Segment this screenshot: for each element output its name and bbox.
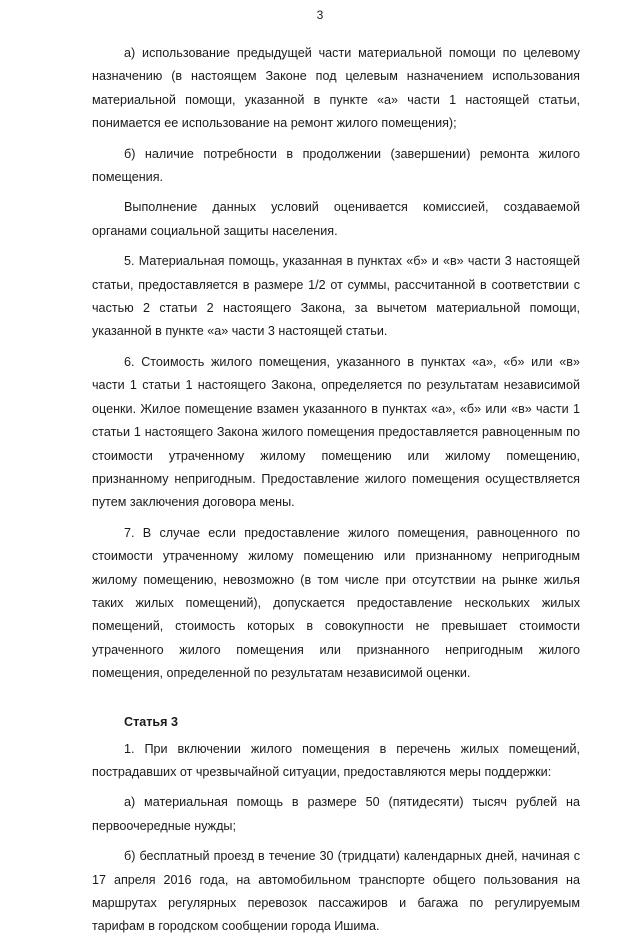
paragraph-article3-item-b: б) бесплатный проезд в течение 30 (тридцати) календарных дней, начиная с 17 апреля 2016 года, на автомобильном транспорте общего пользования на маршрутах регулярных перевозок пассажиров и багажа по регулируемым тарифам в городском сообщении города Ишима. bbox=[92, 849, 580, 934]
page-number: 3 bbox=[316, 8, 324, 22]
paragraph-article3-item-a: а) материальная помощь в размере 50 (пятидесяти) тысяч рублей на первоочередные нужды; bbox=[92, 795, 580, 833]
paragraph-article3-point-1: 1. При включении жилого помещения в перечень жилых помещений, пострадавших от чрезвычайной ситуации, предоставляются меры поддержки: bbox=[92, 741, 580, 779]
paragraph-item-b: б) наличие потребности в продолжении (завершении) ремонта жилого помещения. bbox=[92, 146, 580, 185]
article-heading: Статья 3 bbox=[124, 714, 179, 729]
document-body bbox=[92, 42, 580, 946]
paragraph-point-6: 6. Стоимость жилого помещения, указанного в пунктах «а», «б» или «в» части 1 статьи 1 настоящего Закона, определяется по результатам независимой оценки. Жилое помещение взамен указанного в пунктах «а», «б» или «в» части 1 статьи 1 настоящего Закона жилого помещения предоставляется равноценным по стоимости утраченному жилому помещению или жилому помещению, признанному непригодным. Предоставление жилого помещения осуществляется путем заключения договора мены. bbox=[92, 354, 580, 510]
paragraph-item-a: а) использование предыдущей части материальной помощи по целевому назначению (в настоящем Законе под целевым назначением использования материальной помощи, указанной в пункте «а» части 1 настоящей статьи, понимается ее использование на ремонт жилого помещения); bbox=[92, 46, 580, 131]
paragraph-point-5: 5. Материальная помощь, указанная в пунктах «б» и «в» части 3 настоящей статьи, предоставляется в размере 1/2 от суммы, рассчитанной в соответствии с частью 2 статьи 2 настоящего Закона, за вычетом материальной помощи, указанной в пункте «а» части 3 настоящей статьи. bbox=[92, 254, 580, 339]
paragraph-conditions-assessment: Выполнение данных условий оценивается комиссией, создаваемой органами социальной защиты населения. bbox=[92, 200, 580, 238]
paragraph-point-7: 7. В случае если предоставление жилого помещения, равноценного по стоимости утраченному жилому помещению или признанному непригодным жилому помещению, невозможно (в том числе при отсутствии на рынке жилья таких жилых помещений), допускается предоставление нескольких жилых помещений, стоимость которых в совокупности не превышает стоимости утраченного жилого помещения или признанного непригодным жилого помещения, определенной по результатам независимой оценки. bbox=[92, 525, 580, 681]
